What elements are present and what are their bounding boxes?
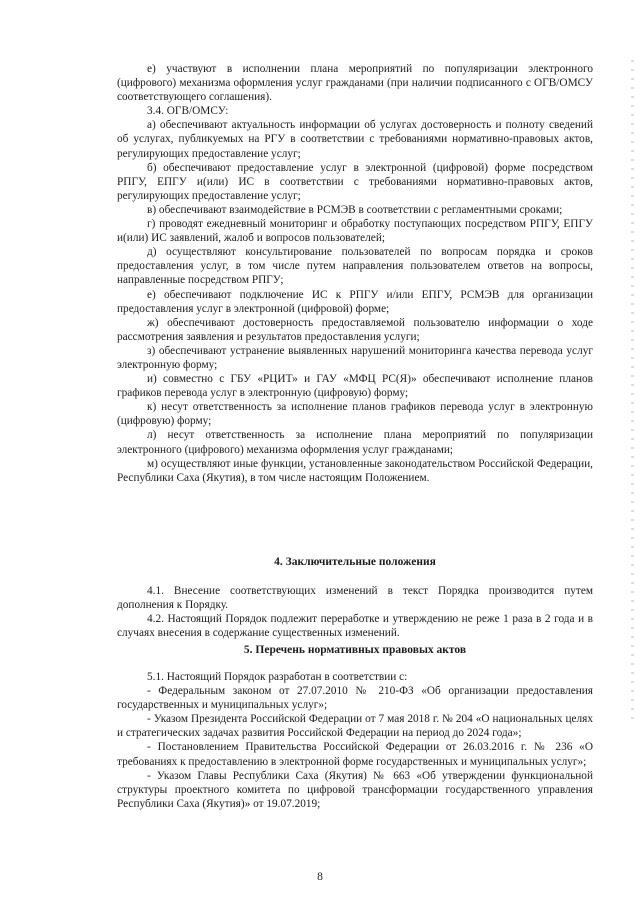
paragraph: - Указом Главы Республики Саха (Якутия) № 663 «Об утверждении функциональной структуры проектного комитета по цифровой трансформации государственного управления Республики Саха (Якутия)» от 19.07.2019;: [117, 769, 593, 810]
paragraph: д) осуществляют консультирование пользователей по вопросам порядка и сроков предоставления услуг, в том числе путем направления пользователем ответов на вопросы, направленные посредством РПГУ;: [117, 246, 593, 287]
paragraph: 5.1. Настоящий Порядок разработан в соответствии с:: [147, 671, 408, 683]
section-3-text: [117, 62, 593, 485]
paragraph: л) несут ответственность за исполнение плана мероприятий по популяризации электронного (цифрового) механизма оформления услуг гражданами;: [117, 429, 593, 456]
paragraph: в) обеспечивают взаимодействие в РСМЭВ в соответствии с регламентными сроками;: [147, 203, 563, 216]
paragraph: е) обеспечивают подключение ИС к РПГУ и/или ЕПГУ, РСМЭВ для организации предоставления услуг в электронной (цифровой) форме;: [117, 288, 593, 315]
scan-edge-marks: [631, 60, 634, 720]
paragraph: - Постановлением Правительства Российской Федерации от 26.03.2016 г. № 236 «О требованиях к предоставлению в электронной форме государственных и муниципальных услуг»;: [117, 741, 593, 768]
paragraph: е) участвуют в исполнении плана мероприятий по популяризации электронного (цифрового) механизма оформления услуг гражданами (при наличии подписанного с ОГВ/ОМСУ соответствующего соглашения).: [117, 63, 593, 104]
paragraph: 3.4. ОГВ/ОМСУ:: [147, 105, 229, 118]
section-4-heading: 4. Заключительные положения: [274, 556, 436, 568]
paragraph: 4.1. Внесение соответствующих изменений в текст Порядка производится путем дополнения к Порядку.: [117, 585, 593, 612]
paragraph: и) совместно с ГБУ «РЦИТ» и ГАУ «МФЦ РС(Я)» обеспечивают исполнение планов графиков перевода услуг в электронную (цифровую) форму;: [117, 373, 593, 400]
section-4-text: [117, 584, 593, 640]
paragraph: з) обеспечивают устранение выявленных нарушений мониторинга качества перевода услуг электронную форму;: [117, 344, 593, 371]
paragraph: а) обеспечивают актуальность информации об услугах достоверность и полноту сведений об услугах, публикуемых на РГУ в соответствии с требованиями нормативно-правовых актов, регулирующих предоставление услуг;: [117, 119, 593, 160]
paragraph: 4.2. Настоящий Порядок подлежит переработке и утверждению не реже 1 раза в 2 года и в случаях внесения в содержание существенных изменений.: [117, 613, 593, 640]
paragraph: м) осуществляют иные функции, установленные законодательством Российской Федерации, Республики Саха (Якутия), в том числе настоящим Положением.: [117, 457, 593, 484]
paragraph: к) несут ответственность за исполнение планов графиков перевода услуг в электронную (цифровую) форму;: [117, 401, 593, 428]
page-number: 8: [317, 871, 323, 883]
paragraph: ж) обеспечивают достоверность предоставляемой пользователю информации о ходе рассмотрения заявления и результатов предоставления услуги;: [117, 316, 593, 343]
paragraph: - Федеральным законом от 27.07.2010 № 210-ФЗ «Об организации предоставления государственных и муниципальных услуг»;: [117, 685, 593, 712]
paragraph: б) обеспечивают предоставление услуг в электронной (цифровой) форме посредством РПГУ, ЕПГУ и(или) ИС в соответствии с требованиями нормативно-правовых актов, регулирующих предоставление услуг;: [117, 161, 593, 202]
paragraph: - Указом Президента Российской Федерации от 7 мая 2018 г. № 204 «О национальных целях и стратегических задачах развития Российской Федерации на период до 2024 года»;: [117, 713, 593, 740]
section-5-heading: 5. Перечень нормативных правовых актов: [243, 644, 467, 656]
paragraph: г) проводят ежедневный мониторинг и обработку поступающих посредством РПГУ, ЕПГУ и(или) ИС заявлений, жалоб и вопросов пользователей;: [117, 218, 593, 245]
section-5-text: [117, 670, 593, 811]
